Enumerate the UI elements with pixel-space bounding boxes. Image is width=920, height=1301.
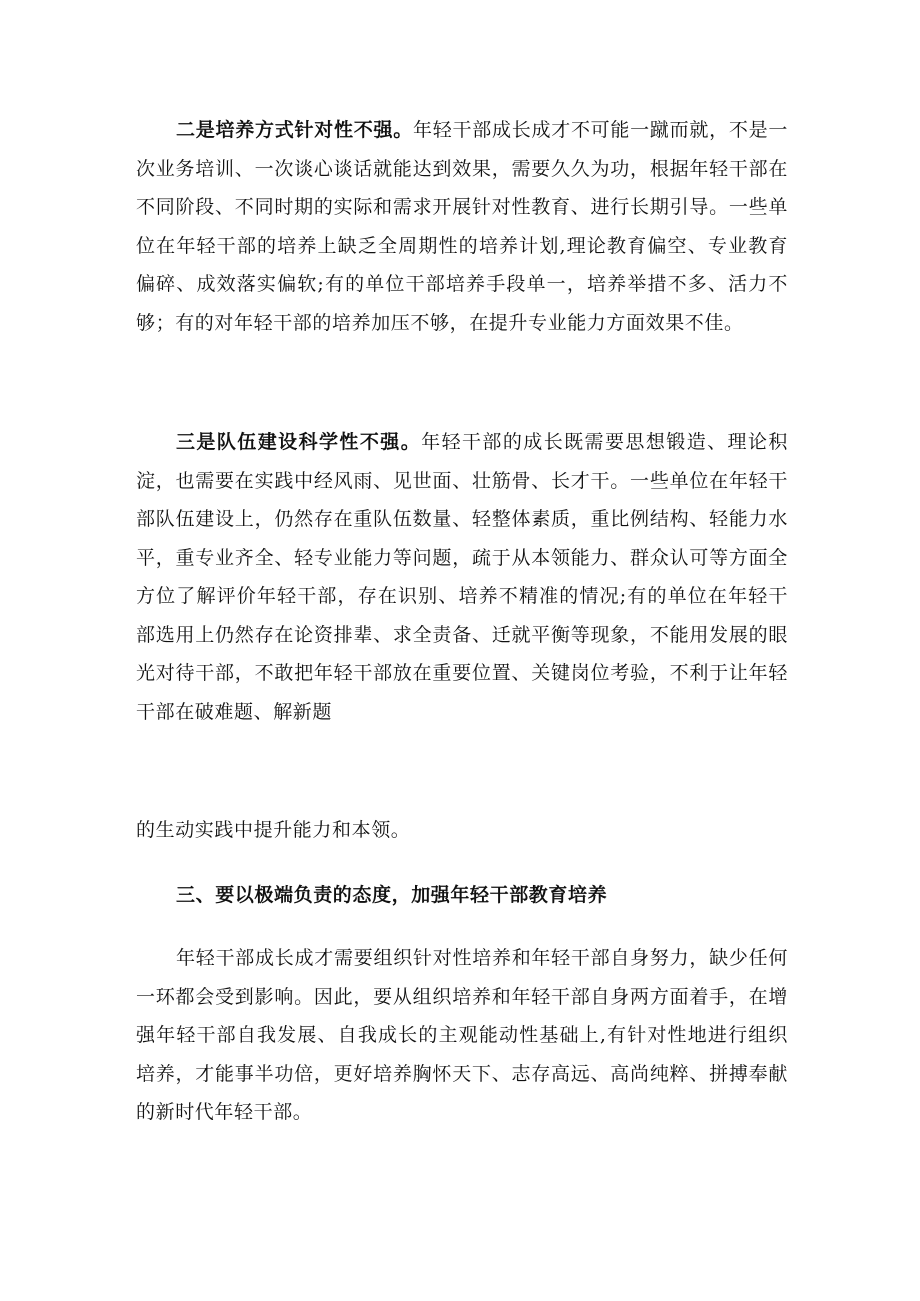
section-heading: 三、要以极端负责的态度，加强年轻干部教育培养: [176, 884, 608, 906]
paragraph-closing: 年轻干部成长成才需要组织针对性培养和年轻干部自身努力，缺少任何一环都会受到影响。因此，要从组织培养和年轻干部自身两方面着手，在增强年轻干部自我发展、自我成长的主观能动性基础上,有针对性地进行组织培养，才能事半功倍，更好培养胸怀天下、志存高远、高尚纯粹、拼搏奉献的新时代年轻干部。: [136, 947, 788, 1123]
paragraph-team-building: [136, 423, 788, 731]
paragraph-continuation: 的生动实践中提升能力和本领。: [136, 819, 411, 841]
paragraph-body: 年轻干部成长成才不可能一蹴而就，不是一次业务培训、一次谈心谈话就能达到效果，需要久久为功，根据年轻干部在不同阶段、不同时期的实际和需求开展针对性教育、进行长期引导。一些单位在年轻干部的培养上缺乏全周期性的培养计划,理论教育偏空、专业教育偏碎、成效落实偏软;有的单位干部培养手段单一，培养举措不多、活力不够；有的对年轻干部的培养加压不够，在提升专业能力方面效果不佳。: [136, 119, 789, 334]
paragraph-lead: 三是队伍建设科学性不强。: [176, 431, 422, 453]
paragraph-lead: 二是培养方式针对性不强。: [176, 119, 413, 141]
paragraph-body: 年轻干部的成长既需要思想锻造、理论积淀，也需要在实践中经风雨、见世面、壮筋骨、长才干。一些单位在年轻干部队伍建设上，仍然存在重队伍数量、轻整体素质，重比例结构、轻能力水平，重专业齐全、轻专业能力等问题，疏于从本领能力、群众认可等方面全方位了解评价年轻干部，存在识别、培养不精准的情况;有的单位在年轻干部选用上仍然存在论资排辈、求全责备、迁就平衡等现象，不能用发展的眼光对待干部，不敢把年轻干部放在重要位置、关键岗位考验，不利于让年轻干部在破难题、解新题: [136, 431, 789, 723]
paragraph-training-methods: [136, 111, 788, 342]
